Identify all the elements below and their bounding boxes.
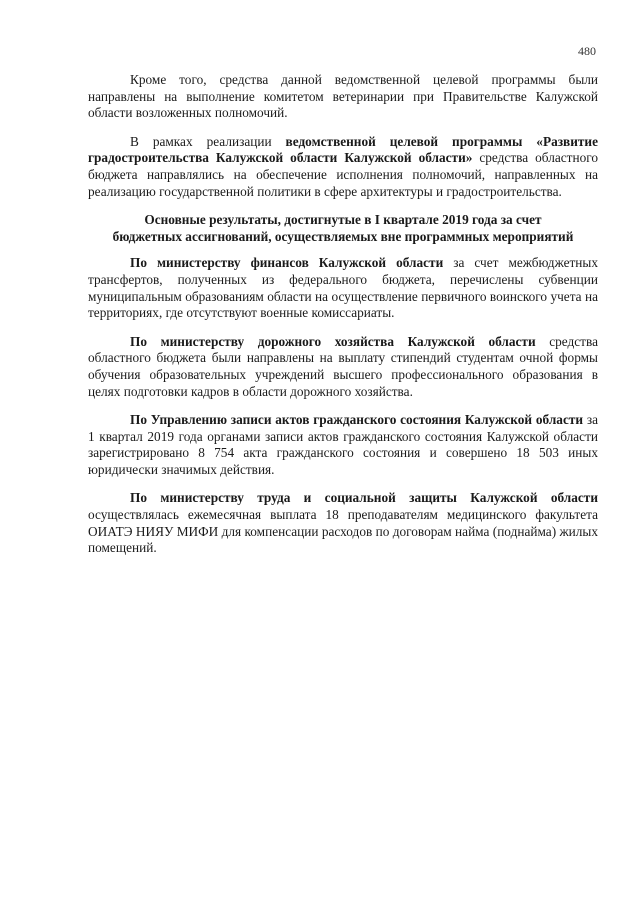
section-heading-line2: бюджетных ассигнований, осуществляемых вне программных мероприятий xyxy=(112,228,574,244)
ministry-name: По Управлению записи актов гражданского состояния Калужской области xyxy=(130,412,584,428)
ministry-name: По министерству труда и социальной защиты Калужской области xyxy=(130,490,598,506)
paragraph-urban-planning xyxy=(88,134,598,200)
paragraph-text: средства областного бюджета были направлены на выплату стипендий студентам очной формы обучения образовательных учреждений высшего профессионального образования в целях подготовки кадров в области дорожного хозяйства. xyxy=(88,333,598,399)
paragraph-road-ministry xyxy=(88,334,598,400)
document-body xyxy=(88,72,598,569)
paragraph-veterinary xyxy=(88,72,598,122)
paragraph-text: средства областного бюджета направлялись на обеспечение исполнения полномочий, направленных на реализацию государственной политики в сфере архитектуры и градостроительства. xyxy=(88,150,598,199)
section-heading xyxy=(88,212,598,245)
paragraph-prefix: В рамках реализации xyxy=(130,133,286,149)
paragraph-labor-ministry xyxy=(88,490,598,556)
ministry-name: По министерству финансов Калужской области xyxy=(130,255,444,271)
section-heading-line1: Основные результаты, достигнутые в I квартале 2019 года за счет xyxy=(144,212,542,228)
program-name: ведомственной целевой программы «Развитие градостроительства Калужской области Калужской области» xyxy=(88,133,598,166)
ministry-name: По министерству дорожного хозяйства Калужской области xyxy=(130,333,536,349)
paragraph-text: за счет межбюджетных трансфертов, полученных из федерального бюджета, перечислены субвенции муниципальным образованиям области на осуществление первичного воинского учета на территориях, где отсутствуют военные комиссариаты. xyxy=(88,255,598,321)
page-number: 480 xyxy=(578,44,596,58)
paragraph-text: Кроме того, средства данной ведомственной целевой программы были направлены на выполнение комитетом ветеринарии при Правительстве Калужской области возложенных полномочий. xyxy=(88,72,598,121)
paragraph-finance-ministry xyxy=(88,255,598,321)
paragraph-text: за 1 квартал 2019 года органами записи актов гражданского состояния Калужской области зарегистрировано 8 754 акта гражданского состояния и совершено 18 503 иных юридически значимых действия. xyxy=(88,412,598,477)
paragraph-text: осуществлялась ежемесячная выплата 18 преподавателям медицинского факультета ОИАТЭ НИЯУ МИФИ для компенсации расходов по договорам найма (поднайма) жилых помещений. xyxy=(88,507,598,556)
paragraph-civil-registry xyxy=(88,412,598,478)
